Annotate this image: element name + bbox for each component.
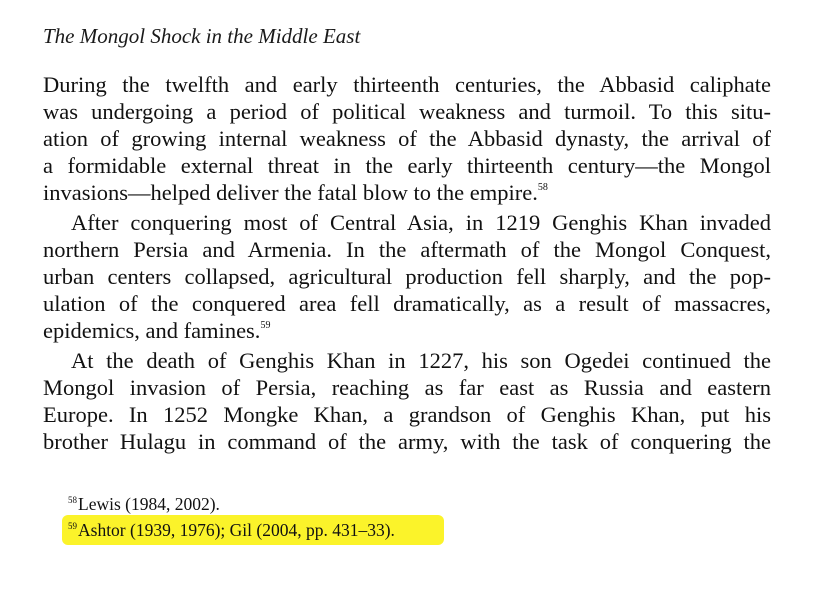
body-text-line: ation of growing internal weakness of the Abbasid dynasty, the arrival of — [43, 126, 771, 151]
section-heading: The Mongol Shock in the Middle East — [43, 24, 361, 48]
body-text-line — [43, 179, 771, 206]
body-text-line: brother Hulagu in command of the army, with the task of conquering the — [43, 429, 771, 454]
footnote-number: 59 — [68, 521, 77, 531]
body-text-line: Mongol invasion of Persia, reaching as far east as Russia and eastern — [43, 375, 771, 400]
body-text: invasions—helped deliver the fatal blow to the empire. — [43, 180, 538, 205]
footnote-text: Lewis (1984, 2002). — [78, 494, 220, 514]
body-text-line: ulation of the conquered area fell dramatically, as a result of massacres, — [43, 291, 771, 316]
footnote-59 — [68, 519, 395, 541]
footnote-reference[interactable]: 59 — [260, 320, 271, 331]
body-text-line: a formidable external threat in the early thirteenth century—the Mongol — [43, 153, 771, 178]
body-text-line: During the twelfth and early thirteenth centuries, the Abbasid caliphate — [43, 72, 771, 97]
body-text-line: was undergoing a period of political weakness and turmoil. To this situ- — [43, 99, 771, 124]
body-text-line: After conquering most of Central Asia, in 1219 Genghis Khan invaded — [71, 210, 771, 235]
footnote-number: 58 — [68, 495, 77, 505]
body-text-line: Europe. In 1252 Mongke Khan, a grandson of Genghis Khan, put his — [43, 402, 771, 427]
body-text-line: northern Persia and Armenia. In the aftermath of the Mongol Conquest, — [43, 237, 771, 262]
body-text-line: At the death of Genghis Khan in 1227, his son Ogedei continued the — [71, 348, 771, 373]
footnote-reference[interactable]: 58 — [537, 182, 548, 193]
body-text-line: urban centers collapsed, agricultural production fell sharply, and the pop- — [43, 264, 771, 289]
body-text-line — [43, 317, 771, 344]
footnote-text: Ashtor (1939, 1976); Gil (2004, pp. 431–33). — [78, 520, 395, 540]
body-text: epidemics, and famines. — [43, 318, 261, 343]
footnote-58 — [68, 493, 220, 515]
